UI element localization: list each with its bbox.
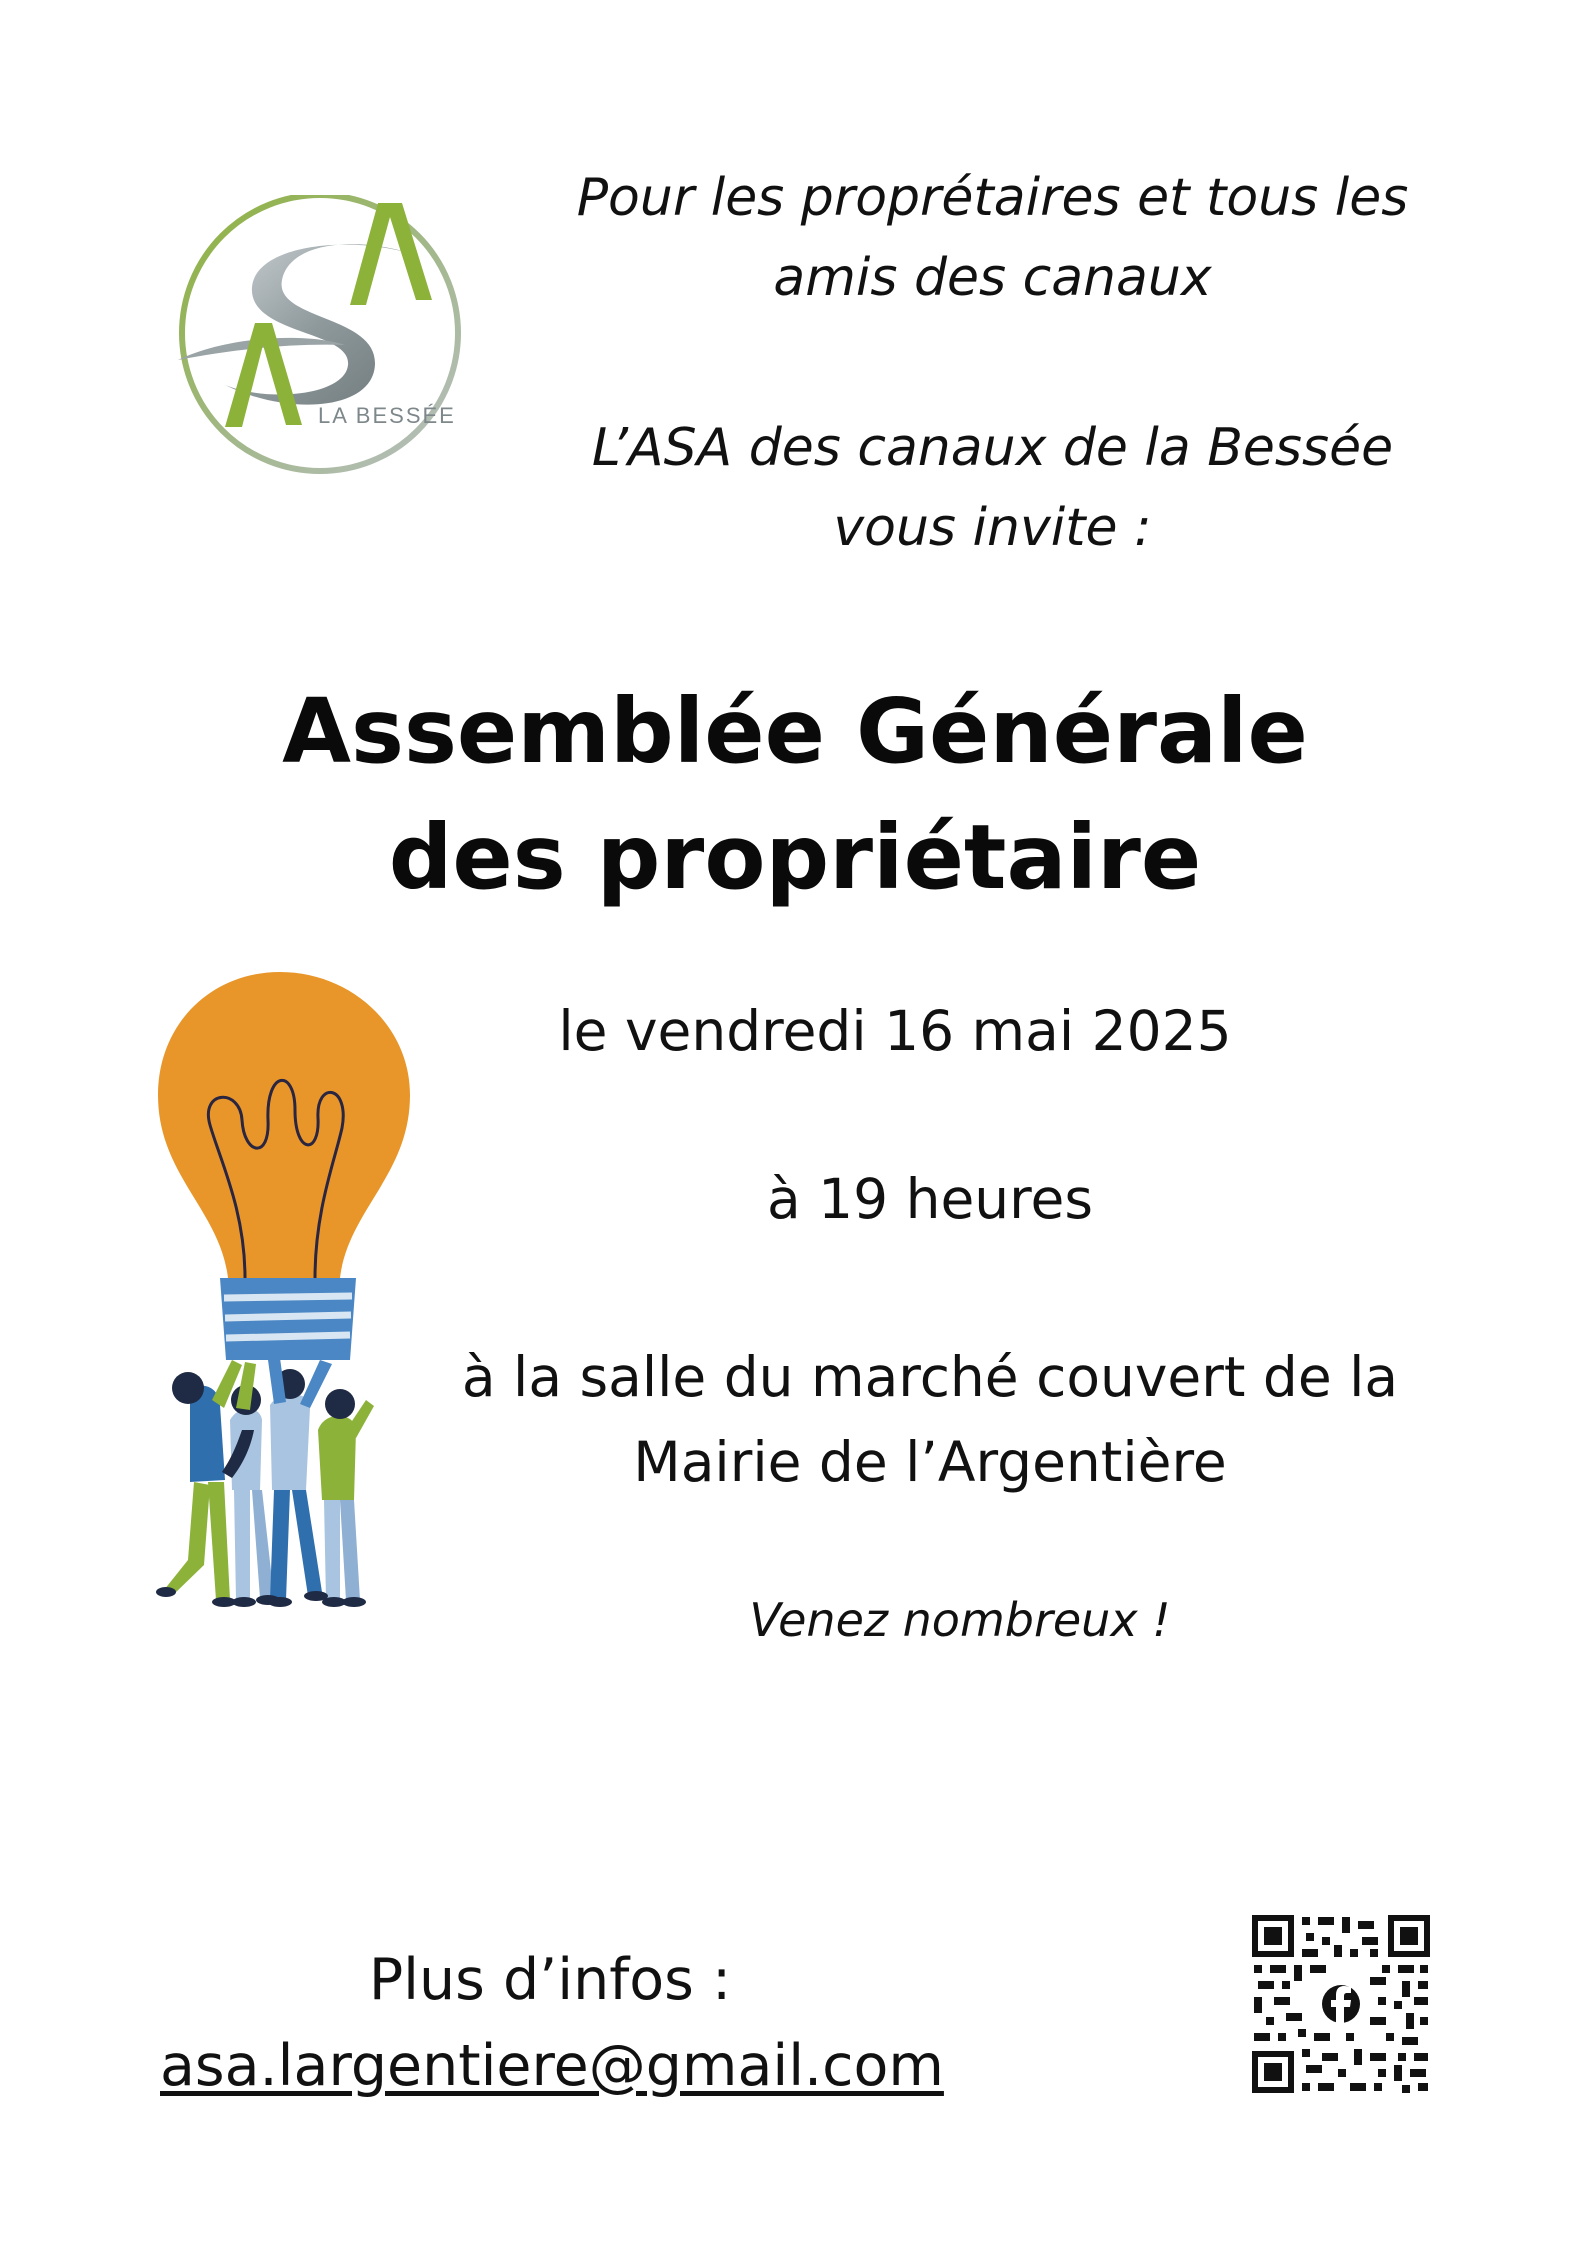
event-date: le vendredi 16 mai 2025 <box>558 999 1232 1063</box>
event-time: à 19 heures <box>766 1167 1094 1231</box>
event-title-line: Assemblée Générale <box>282 679 1308 783</box>
intro-invite <box>540 408 1445 568</box>
contact-email-link[interactable]: asa.largentiere@gmail.com <box>160 2033 944 2099</box>
intro-invite-line: L’ASA des canaux de la Bessée <box>591 418 1394 478</box>
event-venue-line: Mairie de l’Argentière <box>633 1430 1227 1494</box>
qr-code-icon[interactable] <box>1252 1915 1430 2093</box>
facebook-icon <box>1316 1979 1366 2029</box>
asa-logo <box>170 195 480 485</box>
logo-caption: LA BESSÉE <box>318 403 456 428</box>
closing-message: Venez nombreux ! <box>749 1593 1171 1647</box>
event-venue <box>420 1335 1440 1505</box>
lightbulb-people-icon <box>150 960 410 1610</box>
intro-invite-line: vous invite : <box>833 498 1152 558</box>
event-title <box>170 668 1420 920</box>
intro-audience <box>540 158 1445 318</box>
more-info-label: Plus d’infos : <box>368 1947 732 2013</box>
event-title-line: des propriétaire <box>388 805 1202 909</box>
event-venue-line: à la salle du marché couvert de la <box>461 1345 1399 1409</box>
intro-audience-line: amis des canaux <box>773 248 1212 308</box>
intro-audience-line: Pour les proprétaires et tous les <box>576 168 1409 228</box>
